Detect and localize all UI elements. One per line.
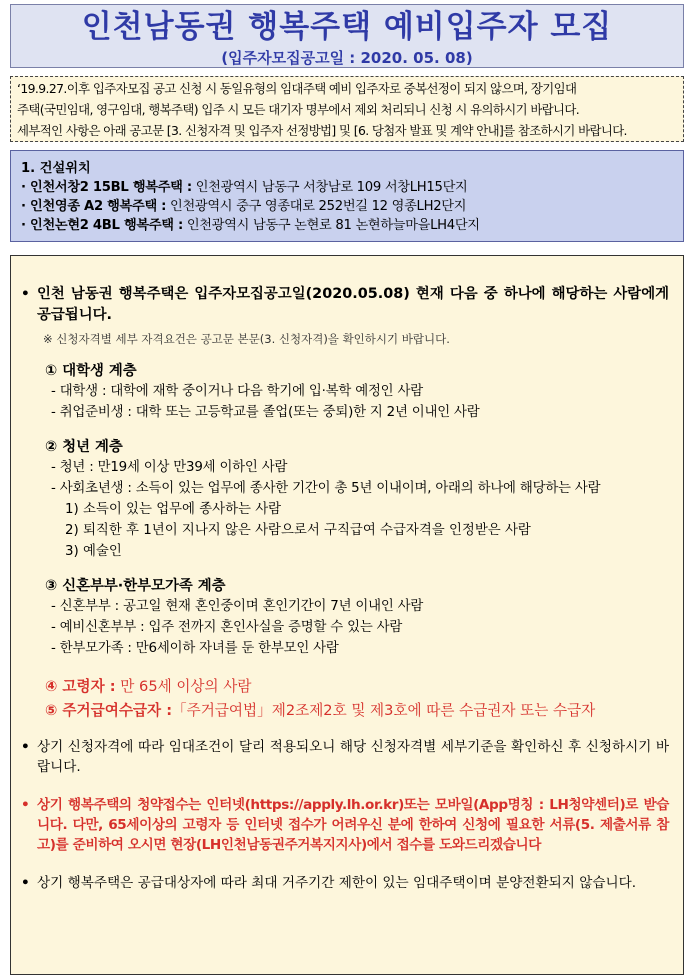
site-name: · 인천서창2 15BL 행복주택 : <box>21 180 192 195</box>
category-subitem: 1) 소득이 있는 업무에 종사하는 사람 <box>65 502 282 517</box>
bullet-dot: • <box>21 286 30 302</box>
application-bullet <box>21 795 669 855</box>
category-item: - 청년 : 만19세 이상 만39세 이하인 사람 <box>51 460 288 475</box>
page-title: 인천남동권 행복주택 예비입주자 모집 <box>81 9 613 45</box>
category-item: - 사회초년생 : 소득이 있는 업무에 종사한 기간이 총 5년 이내이며, 아래의 하나에 해당하는 사람 <box>51 481 601 496</box>
notice-line: 세부적인 사항은 아래 공고문 [3. 신청자격 및 입주자 선정방법] 및 [6. 당첨자 발표 및 계약 안내]를 참조하시기 바랍니다. <box>17 123 627 138</box>
info-text: 상기 신청자격에 따라 임대조건이 달리 적용되오니 해당 신청자격별 세부기준을 확인하신 후 신청하시기 바랍니다. <box>37 739 669 775</box>
bullet-dot: • <box>21 739 30 755</box>
site-address: 인천광역시 중구 영종대로 252번길 12 영종LH2단지 <box>166 199 467 214</box>
announcement-date: (입주자모집공고일 : 2020. 05. 08) <box>221 49 473 67</box>
site-address: 인천광역시 남동구 서창남로 109 서창LH15단지 <box>191 180 468 195</box>
category-elderly-title: ④ 고령자 : <box>45 678 116 695</box>
category-elderly <box>21 675 669 699</box>
category-item: - 한부모가족 : 만6세이하 자녀를 둔 한부모인 사람 <box>51 641 339 656</box>
category-item: - 취업준비생 : 대학 또는 고등학교를 졸업(또는 중퇴)한 지 2년 이내인 사람 <box>51 405 480 420</box>
header-banner <box>10 4 684 68</box>
category-item: - 예비신혼부부 : 입주 전까지 혼인사실을 증명할 수 있는 사람 <box>51 620 403 635</box>
residence-limit-text: 상기 행복주택은 공급대상자에 따라 최대 거주기간 제한이 있는 임대주택이며 분양전환되지 않습니다. <box>37 875 637 891</box>
site-name: · 인천영종 A2 행복주택 : <box>21 199 167 214</box>
site-row <box>21 197 673 216</box>
intro-text: 인천 남동권 행복주택은 입주자모집공고일(2020.05.08) 현재 다음 중 하나에 해당하는 사람에게 공급됩니다. <box>37 286 669 323</box>
category-youth: ② 청년 계층 <box>45 439 123 455</box>
eligibility-box <box>10 255 684 975</box>
notice-line: 주택(국민임대, 영구임대, 행복주택) 입주 시 모든 대기자 명부에서 제외 처리되니 신청 시 유의하시기 바랍니다. <box>17 102 580 117</box>
category-housing-benefit-desc: 「주거급여법」제2조제2호 및 제3호에 따른 수급권자 또는 수급자 <box>172 702 596 719</box>
residence-limit-bullet <box>21 873 669 893</box>
notice-line: ‘19.9.27.이후 입주자모집 공고 신청 시 동일유형의 임대주택 예비 입주자로 중복선정이 되지 않으며, 장기임대 <box>17 81 577 96</box>
bullet-dot: • <box>21 797 30 813</box>
category-newlyweds: ③ 신혼부부·한부모가족 계층 <box>45 578 226 594</box>
site-name: · 인천논현2 4BL 행복주택 : <box>21 218 183 233</box>
category-subitem: 2) 퇴직한 후 1년이 지나지 않은 사람으로서 구직급여 수급자격을 인정받은 사람 <box>65 523 531 538</box>
site-row <box>21 178 673 197</box>
category-university: ① 대학생 계층 <box>45 363 137 379</box>
category-housing-benefit-title: ⑤ 주거급여수급자 : <box>45 702 173 719</box>
category-item: - 대학생 : 대학에 재학 중이거나 다음 학기에 입·복학 예정인 사람 <box>51 384 423 399</box>
reference-note: ※ 신청자격별 세부 자격요건은 공고문 본문(3. 신청자격)을 확인하시기 바랍니다. <box>43 332 450 346</box>
location-heading: 1. 건설위치 <box>21 161 91 176</box>
category-subitem: 3) 예술인 <box>65 544 122 559</box>
category-housing-benefit <box>21 699 669 723</box>
notice-box <box>10 76 684 142</box>
application-text: 상기 행복주택의 청약접수는 인터넷(https://apply.lh.or.kr)또는 모바일(App명칭 : LH청약센터)로 받습니다. 다만, 65세이상의 고령자 등 인터넷 접수가 어려우신 분에 한하여 신청에 필요한 서류(5. 제출서류 참고)를 준비하여 오시면 현장(LH인천남동권주거복지지사)에서 접수를 도와드리겠습니다 <box>37 797 669 853</box>
category-item: - 신혼부부 : 공고일 현재 혼인중이며 혼인기간이 7년 이내인 사람 <box>51 599 424 614</box>
intro-bullet <box>21 284 669 326</box>
site-row <box>21 216 673 235</box>
info-bullet <box>21 737 669 777</box>
site-address: 인천광역시 남동구 논현로 81 논현하늘마을LH4단지 <box>182 218 480 233</box>
location-box <box>10 150 684 242</box>
bullet-dot: • <box>21 875 30 891</box>
category-elderly-desc: 만 65세 이상의 사람 <box>115 678 252 695</box>
